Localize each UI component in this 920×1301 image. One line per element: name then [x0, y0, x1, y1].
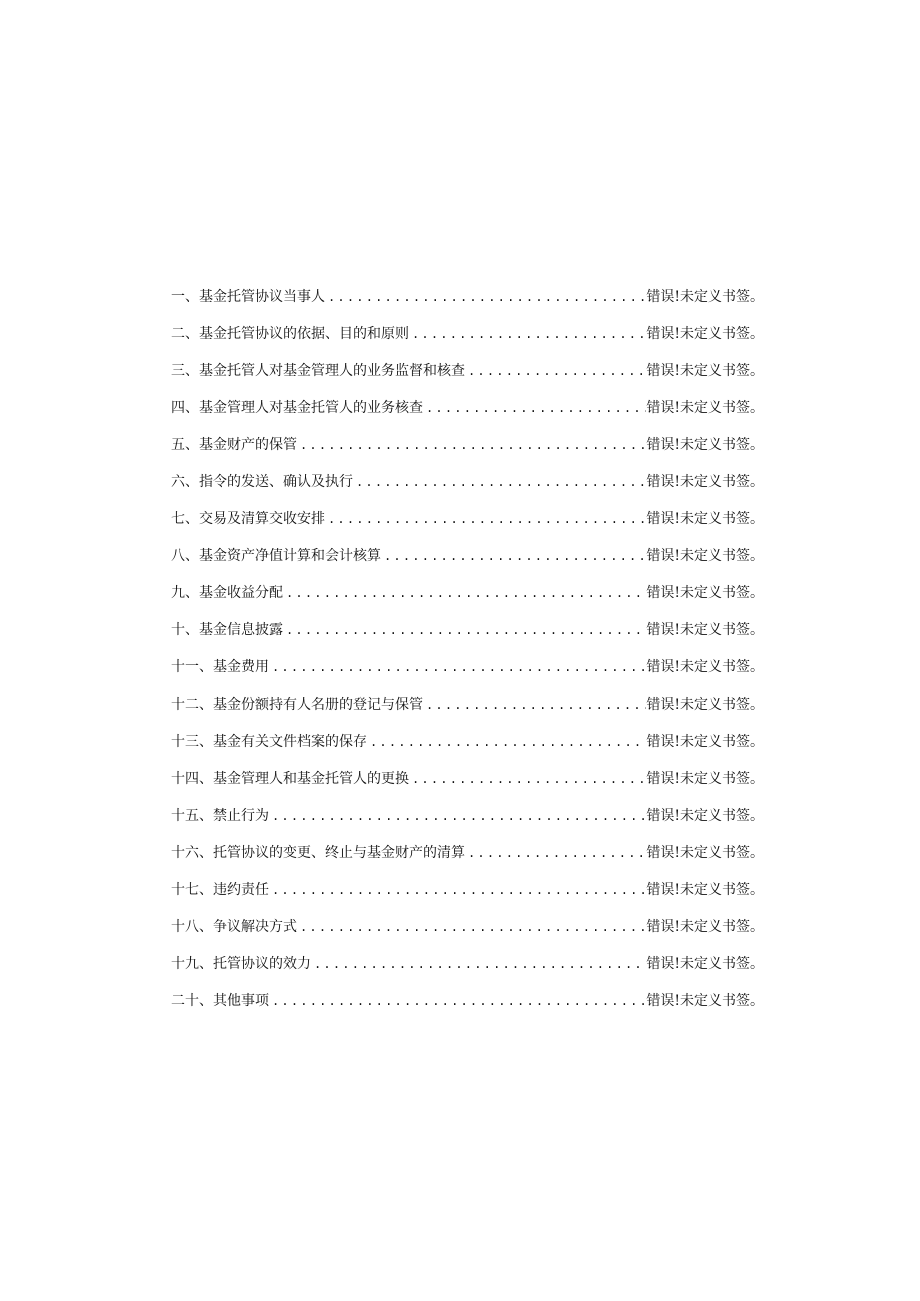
toc-entry[interactable] — [171, 729, 764, 766]
toc-leader-dots — [465, 358, 646, 384]
toc-entry-title: 十七、违约责任 — [171, 881, 269, 898]
toc-entry[interactable] — [171, 395, 764, 432]
table-of-contents — [171, 284, 764, 1025]
toc-entry-page: 错误!未定义书签。 — [646, 770, 764, 787]
toc-entry-title: 十五、禁止行为 — [171, 807, 269, 824]
toc-entry-page: 错误!未定义书签。 — [646, 733, 764, 750]
toc-entry-title: 六、指令的发送、确认及执行 — [171, 474, 353, 491]
toc-leader-dots — [311, 951, 646, 977]
toc-leader-dots — [325, 506, 646, 532]
toc-entry[interactable] — [171, 988, 764, 1025]
toc-entry-page: 错误!未定义书签。 — [646, 992, 764, 1009]
toc-entry-title: 一、基金托管协议当事人 — [171, 289, 325, 305]
toc-entry-page: 错误!未定义书签。 — [646, 400, 764, 417]
toc-entry[interactable] — [171, 321, 764, 358]
toc-entry[interactable] — [171, 951, 764, 988]
toc-entry-title: 十三、基金有关文件档案的保存 — [171, 733, 367, 750]
toc-entry-page: 错误!未定义书签。 — [646, 918, 764, 935]
toc-entry-page: 错误!未定义书签。 — [646, 659, 764, 676]
toc-leader-dots — [269, 988, 646, 1014]
toc-leader-dots — [297, 432, 646, 458]
toc-entry[interactable] — [171, 506, 764, 543]
toc-leader-dots — [409, 321, 646, 347]
toc-entry-title: 三、基金托管人对基金管理人的业务监督和核查 — [171, 363, 465, 380]
toc-leader-dots — [465, 840, 646, 866]
toc-entry-page: 错误!未定义书签。 — [646, 696, 764, 713]
toc-entry[interactable] — [171, 803, 764, 840]
toc-entry-title: 五、基金财产的保管 — [171, 437, 297, 454]
toc-entry-title: 七、交易及清算交收安排 — [171, 511, 325, 528]
toc-leader-dots — [367, 729, 646, 755]
toc-entry-title: 十九、托管协议的效力 — [171, 955, 311, 972]
toc-entry[interactable] — [171, 432, 764, 469]
toc-leader-dots — [423, 395, 646, 421]
toc-entry-page: 错误!未定义书签。 — [646, 289, 764, 305]
toc-entry-title: 十六、托管协议的变更、终止与基金财产的清算 — [171, 844, 465, 861]
toc-entry-page: 错误!未定义书签。 — [646, 844, 764, 861]
toc-leader-dots — [283, 580, 646, 606]
toc-entry-title: 四、基金管理人对基金托管人的业务核查 — [171, 400, 423, 417]
toc-entry[interactable] — [171, 692, 764, 729]
toc-entry-title: 八、基金资产净值计算和会计核算 — [171, 548, 381, 565]
toc-entry-page: 错误!未定义书签。 — [646, 955, 764, 972]
toc-entry[interactable] — [171, 766, 764, 803]
toc-leader-dots — [269, 654, 646, 680]
toc-entry-page: 错误!未定义书签。 — [646, 548, 764, 565]
toc-entry-page: 错误!未定义书签。 — [646, 474, 764, 491]
toc-entry-page: 错误!未定义书签。 — [646, 881, 764, 898]
toc-entry-title: 十、基金信息披露 — [171, 622, 283, 639]
toc-entry[interactable] — [171, 284, 764, 321]
toc-entry-title: 二十、其他事项 — [171, 992, 269, 1009]
toc-entry[interactable] — [171, 840, 764, 877]
toc-entry-title: 九、基金收益分配 — [171, 585, 283, 602]
toc-entry[interactable] — [171, 877, 764, 914]
toc-entry-title: 十四、基金管理人和基金托管人的更换 — [171, 770, 409, 787]
toc-entry-title: 十一、基金费用 — [171, 659, 269, 676]
toc-entry[interactable] — [171, 617, 764, 654]
toc-leader-dots — [381, 543, 646, 569]
toc-leader-dots — [353, 469, 646, 495]
toc-entry[interactable] — [171, 469, 764, 506]
toc-entry-page: 错误!未定义书签。 — [646, 363, 764, 380]
toc-leader-dots — [297, 914, 646, 940]
toc-entry-title: 十八、争议解决方式 — [171, 918, 297, 935]
toc-entry-page: 错误!未定义书签。 — [646, 807, 764, 824]
toc-leader-dots — [409, 766, 646, 792]
toc-leader-dots — [423, 692, 646, 718]
toc-entry[interactable] — [171, 654, 764, 691]
toc-entry-title: 二、基金托管协议的依据、目的和原则 — [171, 326, 409, 343]
toc-entry-title: 十二、基金份额持有人名册的登记与保管 — [171, 696, 423, 713]
toc-entry[interactable] — [171, 358, 764, 395]
toc-entry-page: 错误!未定义书签。 — [646, 511, 764, 528]
toc-leader-dots — [269, 803, 646, 829]
toc-entry-page: 错误!未定义书签。 — [646, 437, 764, 454]
toc-entry-page: 错误!未定义书签。 — [646, 585, 764, 602]
toc-leader-dots — [269, 877, 646, 903]
toc-entry[interactable] — [171, 914, 764, 951]
toc-leader-dots — [283, 617, 646, 643]
toc-entry-page: 错误!未定义书签。 — [646, 622, 764, 639]
toc-entry[interactable] — [171, 580, 764, 617]
toc-entry[interactable] — [171, 543, 764, 580]
toc-entry-page: 错误!未定义书签。 — [646, 326, 764, 343]
toc-leader-dots — [325, 284, 646, 310]
